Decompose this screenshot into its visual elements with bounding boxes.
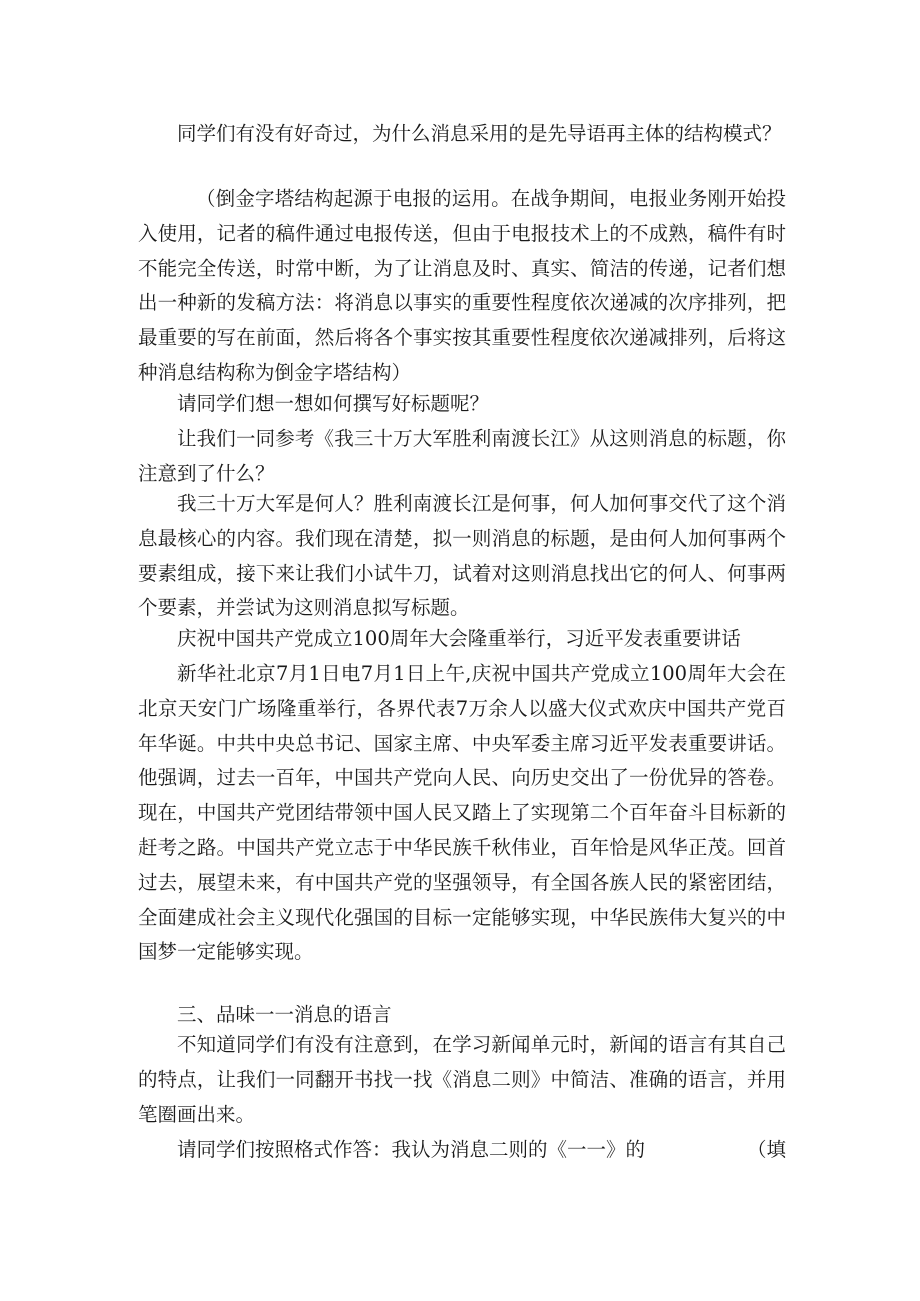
section-heading-3: 三、品味一一消息的语言 [177,1003,392,1026]
paragraph-inverted-pyramid: （倒金字塔结构起源于电报的运用。在战争期间，电报业务刚开始投入使用，记者的稿件通过电报传送，但由于电报技术上的不成熟，稿件有时不能完全传送，时常中断，为了让消息及时、真实、简洁的传递，记者们想出一种新的发稿方法：将消息以事实的重要性程度依次递减的次序排列，把最重要的写在前面，然后将各个事实按其重要性程度依次递减排列，后将这种消息结构称为倒金字塔结构） [138,187,786,384]
paragraph-headline-question: 请同学们想一想如何撰写好标题呢？ [177,392,490,415]
paragraph-reference-example: 让我们一同参考《我三十万大军胜利南渡长江》从这则消息的标题，你注意到了什么？ [138,427,786,485]
news-headline: 庆祝中国共产党成立100周年大会隆重举行，习近平发表重要讲话 [177,627,741,650]
answer-format-fill-note: （填 [746,1138,786,1161]
paragraph-language-features: 不知道同学们有没有注意到，在学习新闻单元时，新闻的语言有其自己的特点，让我们一同翻开书找一找《消息二则》中简洁、准确的语言，并用笔圈画出来。 [138,1033,786,1126]
answer-format-prompt: 请同学们按照格式作答：我认为消息二则的《一一》的 [177,1138,646,1161]
paragraph-structure-question: 同学们有没有好奇过，为什么消息采用的是先导语再主体的结构模式？ [177,122,782,145]
paragraph-who-what: 我三十万大军是何人？胜利南渡长江是何事，何人加何事交代了这个消息最核心的内容。我们现在清楚，拟一则消息的标题，是由何人加何事两个要素组成，接下来让我们小试牛刀，试着对这则消息找出它的何人、何事两个要素，并尝试为这则消息拟写标题。 [138,492,786,620]
news-body: 新华社北京7月1日电7月1日上午,庆祝中国共产党成立100周年大会在北京天安门广场隆重举行，各界代表7万余人以盛大仪式欢庆中国共产党百年华诞。中共中央总书记、国家主席、中央军委主席习近平发表重要讲话。他强调，过去一百年，中国共产党向人民、向历史交出了一份优异的答卷。现在，中国共产党团结带领中国人民又踏上了实现第二个百年奋斗目标新的赶考之路。中国共产党立志于中华民族千秋伟业，百年恰是风华正茂。回首过去，展望未来，有中国共产党的坚强领导，有全国各族人民的紧密团结，全面建成社会主义现代化强国的目标一定能够实现，中华民族伟大复兴的中国梦一定能够实现。 [138,662,786,964]
